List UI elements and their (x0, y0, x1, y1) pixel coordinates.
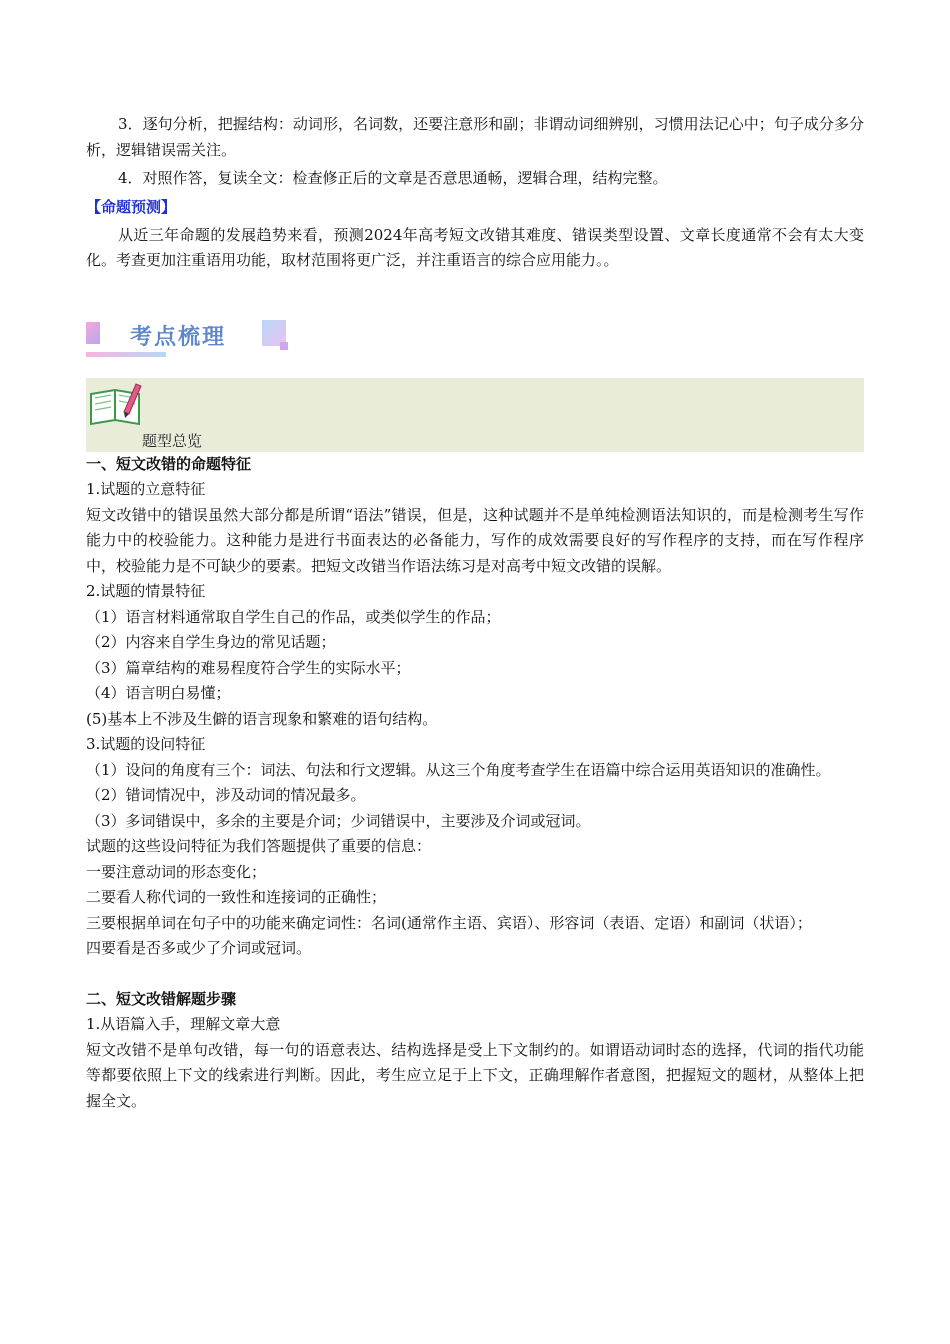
overview-box (86, 378, 864, 452)
list-item: 三要根据单词在句子中的功能来确定词性：名词(通常作主语、宾语）、形容词（表语、定语）和副词（状语）； (86, 913, 812, 932)
part2-s1-text: 短文改错不是单句改错，每一句的语意表达、结构选择是受上下文制约的。如谓语动词时态的选择，代词的指代功能等都要依照上下文的线索进行判断。因此，考生应立足于上下文，正确理解作者意图，把握短文的题材，从整体上把握全文。 (86, 1040, 864, 1110)
list-item: （1）设问的角度有三个：词法、句法和行文逻辑。从这三个角度考查学生在语篇中综合运用英语知识的准确性。 (86, 760, 831, 779)
banner-decoration-left (86, 322, 100, 344)
list-item: （2）错词情况中，涉及动词的情况最多。 (86, 786, 366, 804)
book-pencil-icon (88, 380, 142, 428)
list-item: （3）多词错误中，多余的主要是介词；少词错误中，主要涉及介词或冠词。 (86, 811, 591, 830)
part1-s1-text: 短文改错中的错误虽然大部分都是所谓“语法”错误，但是，这种试题并不是单纯检测语法知识的，而是检测考生写作能力中的校验能力。这种能力是进行书面表达的必备能力，写作的成效需要良好的写作程序的支持，而在写作程序中，校验能力是不可缺少的要素。把短文改错当作语法练习是对高考中短文改错的误解。 (86, 505, 864, 575)
part2-s1-title: 1.从语篇入手，理解文章大意 (86, 1015, 281, 1033)
prediction-heading: 【命题预测】 (86, 197, 177, 216)
list-item: （4）语言明白易懂； (86, 684, 231, 702)
part1-s1-title: 1.试题的立意特征 (86, 480, 206, 498)
intro-step-4: 4．对照作答，复读全文：检查修正后的文章是否意思通畅，逻辑合理，结构完整。 (118, 169, 668, 187)
document-page (86, 0, 864, 1114)
list-item: 四要看是否多或少了介词或冠词。 (86, 939, 312, 957)
overview-label: 题型总览 (142, 431, 203, 450)
list-item: （3）篇章结构的难易程度符合学生的实际水平； (86, 658, 411, 677)
part2-heading: 二、短文改错解题步骤 (86, 989, 237, 1008)
part1-s3-summary: 试题的这些设问特征为我们答题提供了重要的信息： (86, 837, 432, 855)
list-item: （1）语言材料通常取自学生自己的作品，或类似学生的作品； (86, 607, 501, 626)
section-title: 考点梳理 (130, 324, 227, 350)
part1-s2-title: 2.试题的情景特征 (86, 582, 206, 600)
intro-step-3: 3．逐句分析，把握结构：动词形，名词数，还要注意形和副；非谓动词细辨别，习惯用法记心中；句子成分多分析，逻辑错误需关注。 (86, 115, 864, 159)
prediction-text: 从近三年命题的发展趋势来看，预测2024年高考短文改错其难度、错误类型设置、文章长度通常不会有太大变化。考查更加注重语用功能，取材范围将更广泛，并注重语言的综合应用能力。。 (86, 225, 864, 269)
banner-decoration-dot (280, 342, 288, 350)
list-item: （2）内容来自学生身边的常见话题； (86, 633, 336, 651)
list-item: 二要看人称代词的一致性和连接词的正确性； (86, 888, 387, 906)
banner-underline (86, 352, 166, 357)
list-item: 一要注意动词的形态变化； (86, 862, 267, 881)
list-item: (5)基本上不涉及生僻的语言现象和繁难的语句结构。 (86, 709, 438, 728)
section-banner (86, 320, 864, 360)
part1-heading: 一、短文改错的命题特征 (86, 454, 252, 473)
part1-s3-title: 3.试题的设问特征 (86, 735, 206, 753)
